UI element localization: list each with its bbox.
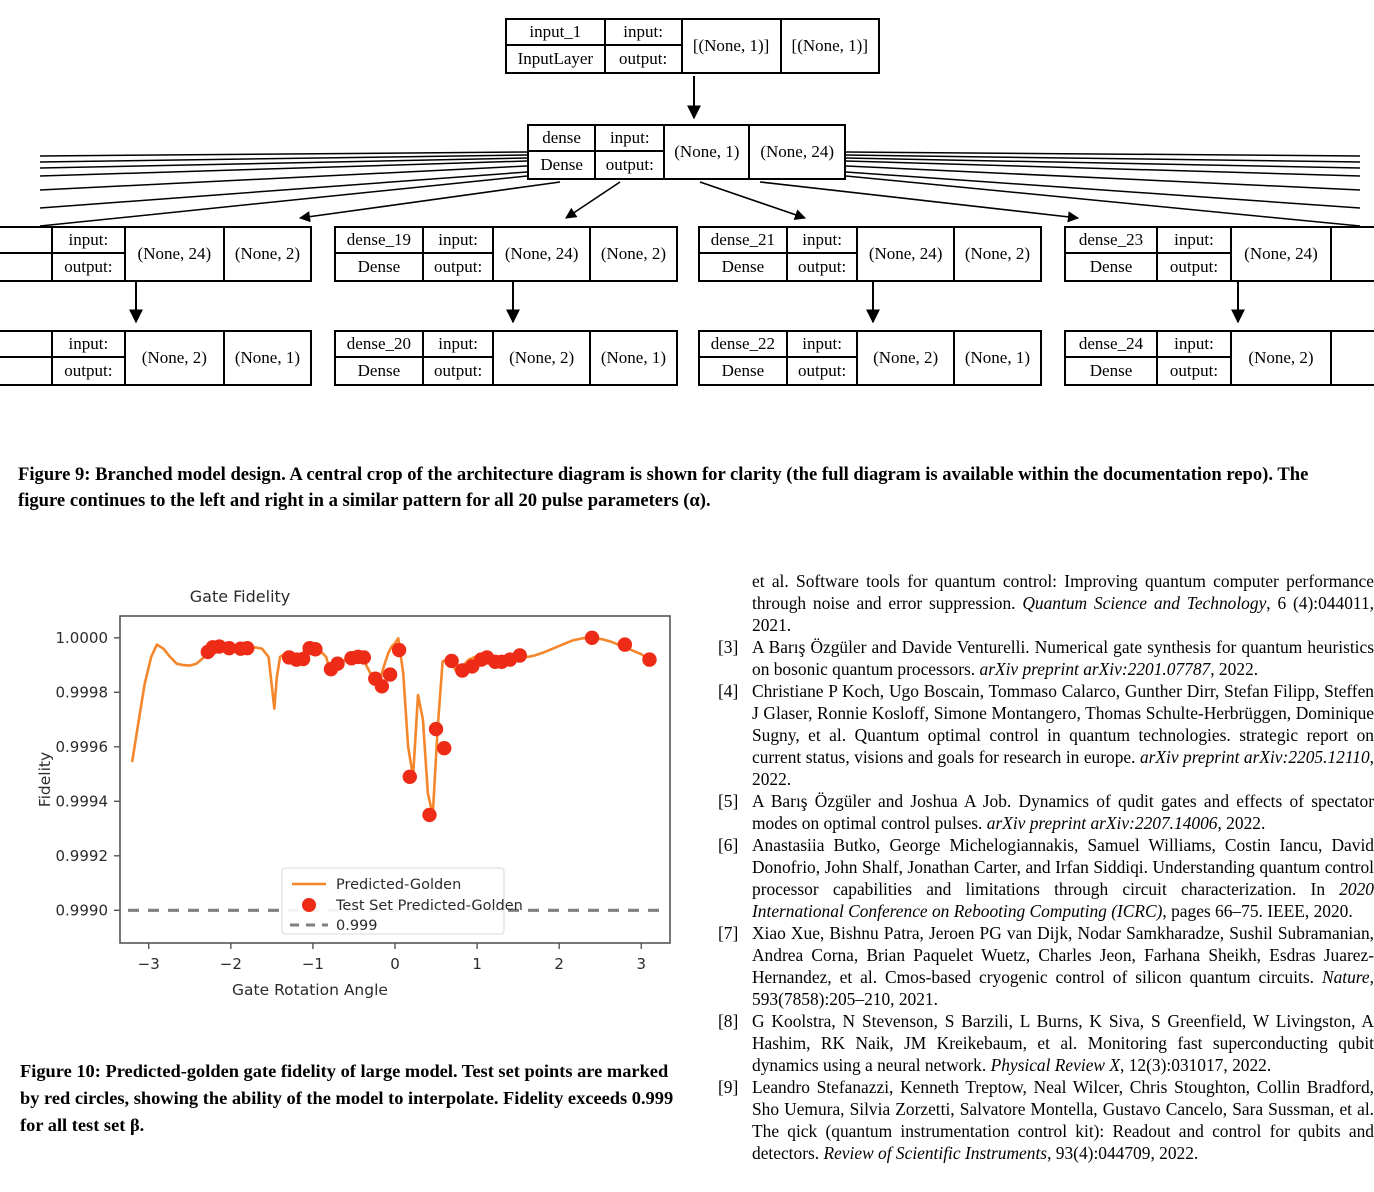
input-label: input: xyxy=(596,126,663,152)
reference-segment: , 93(4):044709, 2022. xyxy=(1047,1143,1199,1164)
gate-fidelity-chart xyxy=(20,578,690,1008)
output-shape: (None, 1) xyxy=(600,348,666,367)
y-tick-label: 0.9992 xyxy=(55,846,108,865)
input-shape: (None, 2) xyxy=(858,332,954,384)
test-set-marker xyxy=(330,656,344,670)
output-label: output: xyxy=(619,49,668,68)
test-set-marker xyxy=(618,637,632,651)
reference-segment: G Koolstra, N Stevenson, S Barzili, L Burns, K Siva, S Greenfield, W Livingston, A Hashim, RK Naik, JM Kreikebaum, et al. Monitoring fast superconducting qubit dynamics using a neural network. xyxy=(752,1011,1374,1076)
layer-type: Dense xyxy=(540,155,583,174)
layer-name: dense_21 xyxy=(700,228,786,254)
output-label: output: xyxy=(798,257,847,276)
reference-entry xyxy=(718,790,1374,834)
output-shape xyxy=(1332,332,1374,384)
input-label: input: xyxy=(606,20,681,46)
layer-name: input_1 xyxy=(507,20,604,46)
output-label: output: xyxy=(798,361,847,380)
reference-segment: et al. Software tools for quantum control: Improving quantum computer performance through noise and error suppression. xyxy=(752,571,1374,614)
figure-10-caption: Figure 10: Predicted-golden gate fidelity of large model. Test set points are marked by red circles, showing the ability of the model to interpolate. Fidelity exceeds 0.999 for all test set β. xyxy=(20,1061,674,1135)
y-tick-label: 0.9996 xyxy=(55,737,108,756)
test-set-marker xyxy=(392,643,406,657)
reference-text xyxy=(752,680,1374,790)
reference-text xyxy=(752,1076,1374,1164)
layer-box-dense_20 xyxy=(334,330,678,386)
reference-venue: arXiv preprint arXiv:2207.14006 xyxy=(986,813,1218,834)
reference-segment: Leandro Stefanazzi, Kenneth Treptow, Neal Wilcer, Chris Stoughton, Collin Bradford, Sho Uemura, Silvia Zorzetti, Salvatore Montella, Gustavo Cancelo, Sara Sussman, et al. The qick (quantum instrumentation control kit): Readout and control for qubits and detectors. xyxy=(752,1077,1374,1164)
input-label: input: xyxy=(788,332,857,358)
input-label: input: xyxy=(1158,332,1230,358)
reference-segment: , 2022. xyxy=(1210,659,1259,680)
reference-number: [7] xyxy=(718,923,739,944)
figure-9-caption: Figure 9: Branched model design. A central crop of the architecture diagram is shown for clarity (the full diagram is available within the documentation repo). The figure continues to the left and right in a similar pattern for all 20 pulse parameters (α). xyxy=(18,464,1309,512)
test-set-marker xyxy=(357,650,371,664)
x-tick-label: −1 xyxy=(301,955,324,973)
layer-type: Dense xyxy=(721,361,765,380)
layer-name: dense_24 xyxy=(1066,332,1156,358)
reference-text xyxy=(752,570,1374,636)
reference-entry xyxy=(718,1010,1374,1076)
output-shape xyxy=(1332,228,1374,280)
layer-type xyxy=(0,254,51,280)
reference-text xyxy=(752,790,1374,834)
output-shape: (None, 24) xyxy=(760,142,834,161)
reference-entry xyxy=(718,1076,1374,1164)
reference-venue: Quantum Science and Technology xyxy=(1022,593,1267,614)
layer-box-dense xyxy=(527,124,846,180)
test-set-marker xyxy=(308,642,322,656)
output-label: output: xyxy=(434,257,483,276)
output-shape: (None, 2) xyxy=(964,244,1030,263)
layer-type: InputLayer xyxy=(517,49,594,68)
layer-box-dense_17 xyxy=(0,226,312,282)
layer-name: dense_23 xyxy=(1066,228,1156,254)
layer-name xyxy=(0,228,51,254)
input-shape: (None, 1) xyxy=(665,126,750,178)
legend-marker-swatch xyxy=(302,898,316,912)
output-label: output: xyxy=(64,361,113,380)
y-axis-label: Fidelity xyxy=(36,751,54,808)
reference-number: [4] xyxy=(718,681,739,702)
x-axis-label: Gate Rotation Angle xyxy=(232,981,388,999)
layer-box-dense_23 xyxy=(1064,226,1374,282)
test-set-marker xyxy=(513,648,527,662)
x-tick-label: 1 xyxy=(472,955,482,973)
output-shape: [(None, 1)] xyxy=(791,36,868,55)
input-shape: (None, 24) xyxy=(126,228,225,280)
x-tick-label: 0 xyxy=(390,955,400,973)
x-tick-label: 3 xyxy=(636,955,647,973)
y-tick-label: 0.9990 xyxy=(55,901,108,920)
reference-entry xyxy=(718,636,1374,680)
reference-venue: Review of Scientific Instruments xyxy=(823,1143,1048,1164)
x-tick-label: −2 xyxy=(219,955,242,973)
input-label: input: xyxy=(424,332,493,358)
test-set-marker xyxy=(444,654,458,668)
reference-number xyxy=(718,570,752,636)
reference-text xyxy=(752,922,1374,1010)
reference-venue: Physical Review X xyxy=(990,1055,1120,1076)
input-shape: (None, 24) xyxy=(494,228,590,280)
legend-label-line: Predicted-Golden xyxy=(336,877,462,893)
test-set-marker xyxy=(375,679,389,693)
reference-number: [6] xyxy=(718,835,739,856)
output-label: output: xyxy=(64,257,113,276)
output-shape: (None, 2) xyxy=(600,244,666,263)
x-tick-label: 2 xyxy=(554,955,564,973)
reference-segment: Anastasiia Butko, George Michelogiannakis, Samuel Williams, Costin Iancu, David Donofrio, John Shalf, Jonathan Carter, and Irfan Siddiqi. Understanding quantum control processor capabilities and limitations through circuit characterization. In xyxy=(752,835,1374,900)
test-set-marker xyxy=(240,641,254,655)
input-label: input: xyxy=(788,228,857,254)
output-label: output: xyxy=(1169,361,1219,380)
reference-entry xyxy=(718,570,1374,636)
layer-box-dense_19 xyxy=(334,226,678,282)
layer-box-dense_22 xyxy=(698,330,1042,386)
reference-number: [9] xyxy=(718,1077,739,1098)
reference-venue: 2020 International Conference on Rebooting Computing (ICRC) xyxy=(752,879,1374,922)
y-tick-label: 0.9994 xyxy=(55,792,108,811)
reference-segment: , 2022. xyxy=(752,747,1374,790)
reference-venue: arXiv preprint arXiv:2205.12110 xyxy=(1139,747,1370,768)
layer-name: dense_19 xyxy=(336,228,422,254)
input-shape: (None, 2) xyxy=(494,332,590,384)
y-tick-label: 0.9998 xyxy=(55,683,108,702)
input-shape: (None, 2) xyxy=(1232,332,1332,384)
reference-venue: Nature xyxy=(1321,967,1370,988)
layer-name xyxy=(0,332,51,358)
reference-segment: Christiane P Koch, Ugo Boscain, Tommaso Calarco, Gunther Dirr, Stefan Filipp, Steffen J Glaser, Ronnie Kosloff, Simone Montangero, Thomas Schulte-Herbrüggen, Dominique Sugny, et al. Quantum optimal control in quantum technologies. strategic report on current status, visions and goals for research in europe. xyxy=(752,681,1374,768)
output-label: output: xyxy=(605,155,654,174)
architecture-diagram xyxy=(0,0,1374,440)
reference-segment: , 2022. xyxy=(1217,813,1266,834)
reference-segment: , 6 (4):044011, 2021. xyxy=(752,593,1374,636)
input-shape: (None, 24) xyxy=(1232,228,1332,280)
x-tick-label: −3 xyxy=(137,955,160,973)
reference-entry xyxy=(718,922,1374,1010)
reference-number: [3] xyxy=(718,637,739,658)
layer-type: Dense xyxy=(1089,361,1133,380)
reference-venue: arXiv preprint arXiv:2201.07787 xyxy=(979,659,1211,680)
output-shape: (None, 2) xyxy=(234,244,300,263)
legend-label-threshold: 0.999 xyxy=(336,918,378,934)
test-set-marker xyxy=(403,770,417,784)
references-list xyxy=(718,570,1374,1164)
y-tick-label: 1.0000 xyxy=(55,628,108,647)
test-set-marker xyxy=(422,808,436,822)
input-label: input: xyxy=(53,228,124,254)
reference-entry xyxy=(718,834,1374,922)
layer-type: Dense xyxy=(721,257,765,276)
layer-type: Dense xyxy=(1089,257,1133,276)
output-shape: (None, 1) xyxy=(234,348,300,367)
layer-name: dense_20 xyxy=(336,332,422,358)
reference-entry xyxy=(718,680,1374,790)
layer-type xyxy=(0,358,51,384)
layer-box-input_1 xyxy=(505,18,880,74)
layer-box-dense_18 xyxy=(0,330,312,386)
reference-segment: , pages 66–75. IEEE, 2020. xyxy=(1162,901,1353,922)
legend-label-marker: Test Set Predicted-Golden xyxy=(336,898,523,914)
reference-number: [5] xyxy=(718,791,739,812)
layer-type: Dense xyxy=(357,257,401,276)
layer-name: dense xyxy=(529,126,594,152)
layer-box-dense_21 xyxy=(698,226,1042,282)
chart-title: Gate Fidelity xyxy=(189,587,291,606)
reference-text xyxy=(752,1010,1374,1076)
reference-number: [8] xyxy=(718,1011,739,1032)
reference-segment: , 12(3):031017, 2022. xyxy=(1120,1055,1272,1076)
reference-segment: A Barış Özgüler and Davide Venturelli. Numerical gate synthesis for quantum heuristics on bosonic quantum processors. xyxy=(752,637,1374,680)
test-set-marker xyxy=(585,631,599,645)
input-shape: [(None, 1)] xyxy=(683,20,782,72)
layer-box-dense_24 xyxy=(1064,330,1374,386)
output-label: output: xyxy=(434,361,483,380)
reference-text xyxy=(752,636,1374,680)
reference-segment: A Barış Özgüler and Joshua A Job. Dynamics of qudit gates and effects of spectator modes on optimal control pulses. xyxy=(752,791,1374,834)
layer-name: dense_22 xyxy=(700,332,786,358)
input-label: input: xyxy=(1158,228,1230,254)
input-shape: (None, 24) xyxy=(858,228,954,280)
chart-svg xyxy=(20,578,690,1008)
input-shape: (None, 2) xyxy=(126,332,225,384)
test-set-marker xyxy=(383,667,397,681)
reference-segment: Xiao Xue, Bishnu Patra, Jeroen PG van Dijk, Nodar Samkharadze, Sushil Subramanian, Andrea Corna, Brian Paquelet Wuetz, Charles Jeon, Farhana Sheikh, Esdras Juarez-Hernandez, et al. Cmos-based cryogenic control of silicon quantum circuits. xyxy=(752,923,1374,988)
layer-type: Dense xyxy=(357,361,401,380)
reference-text xyxy=(752,834,1374,922)
test-set-marker xyxy=(437,741,451,755)
test-set-marker xyxy=(429,722,443,736)
output-label: output: xyxy=(1169,257,1219,276)
reference-segment: , 593(7858):205–210, 2021. xyxy=(752,967,1374,1010)
input-label: input: xyxy=(424,228,493,254)
test-set-marker xyxy=(642,652,656,666)
output-shape: (None, 1) xyxy=(964,348,1030,367)
input-label: input: xyxy=(53,332,124,358)
